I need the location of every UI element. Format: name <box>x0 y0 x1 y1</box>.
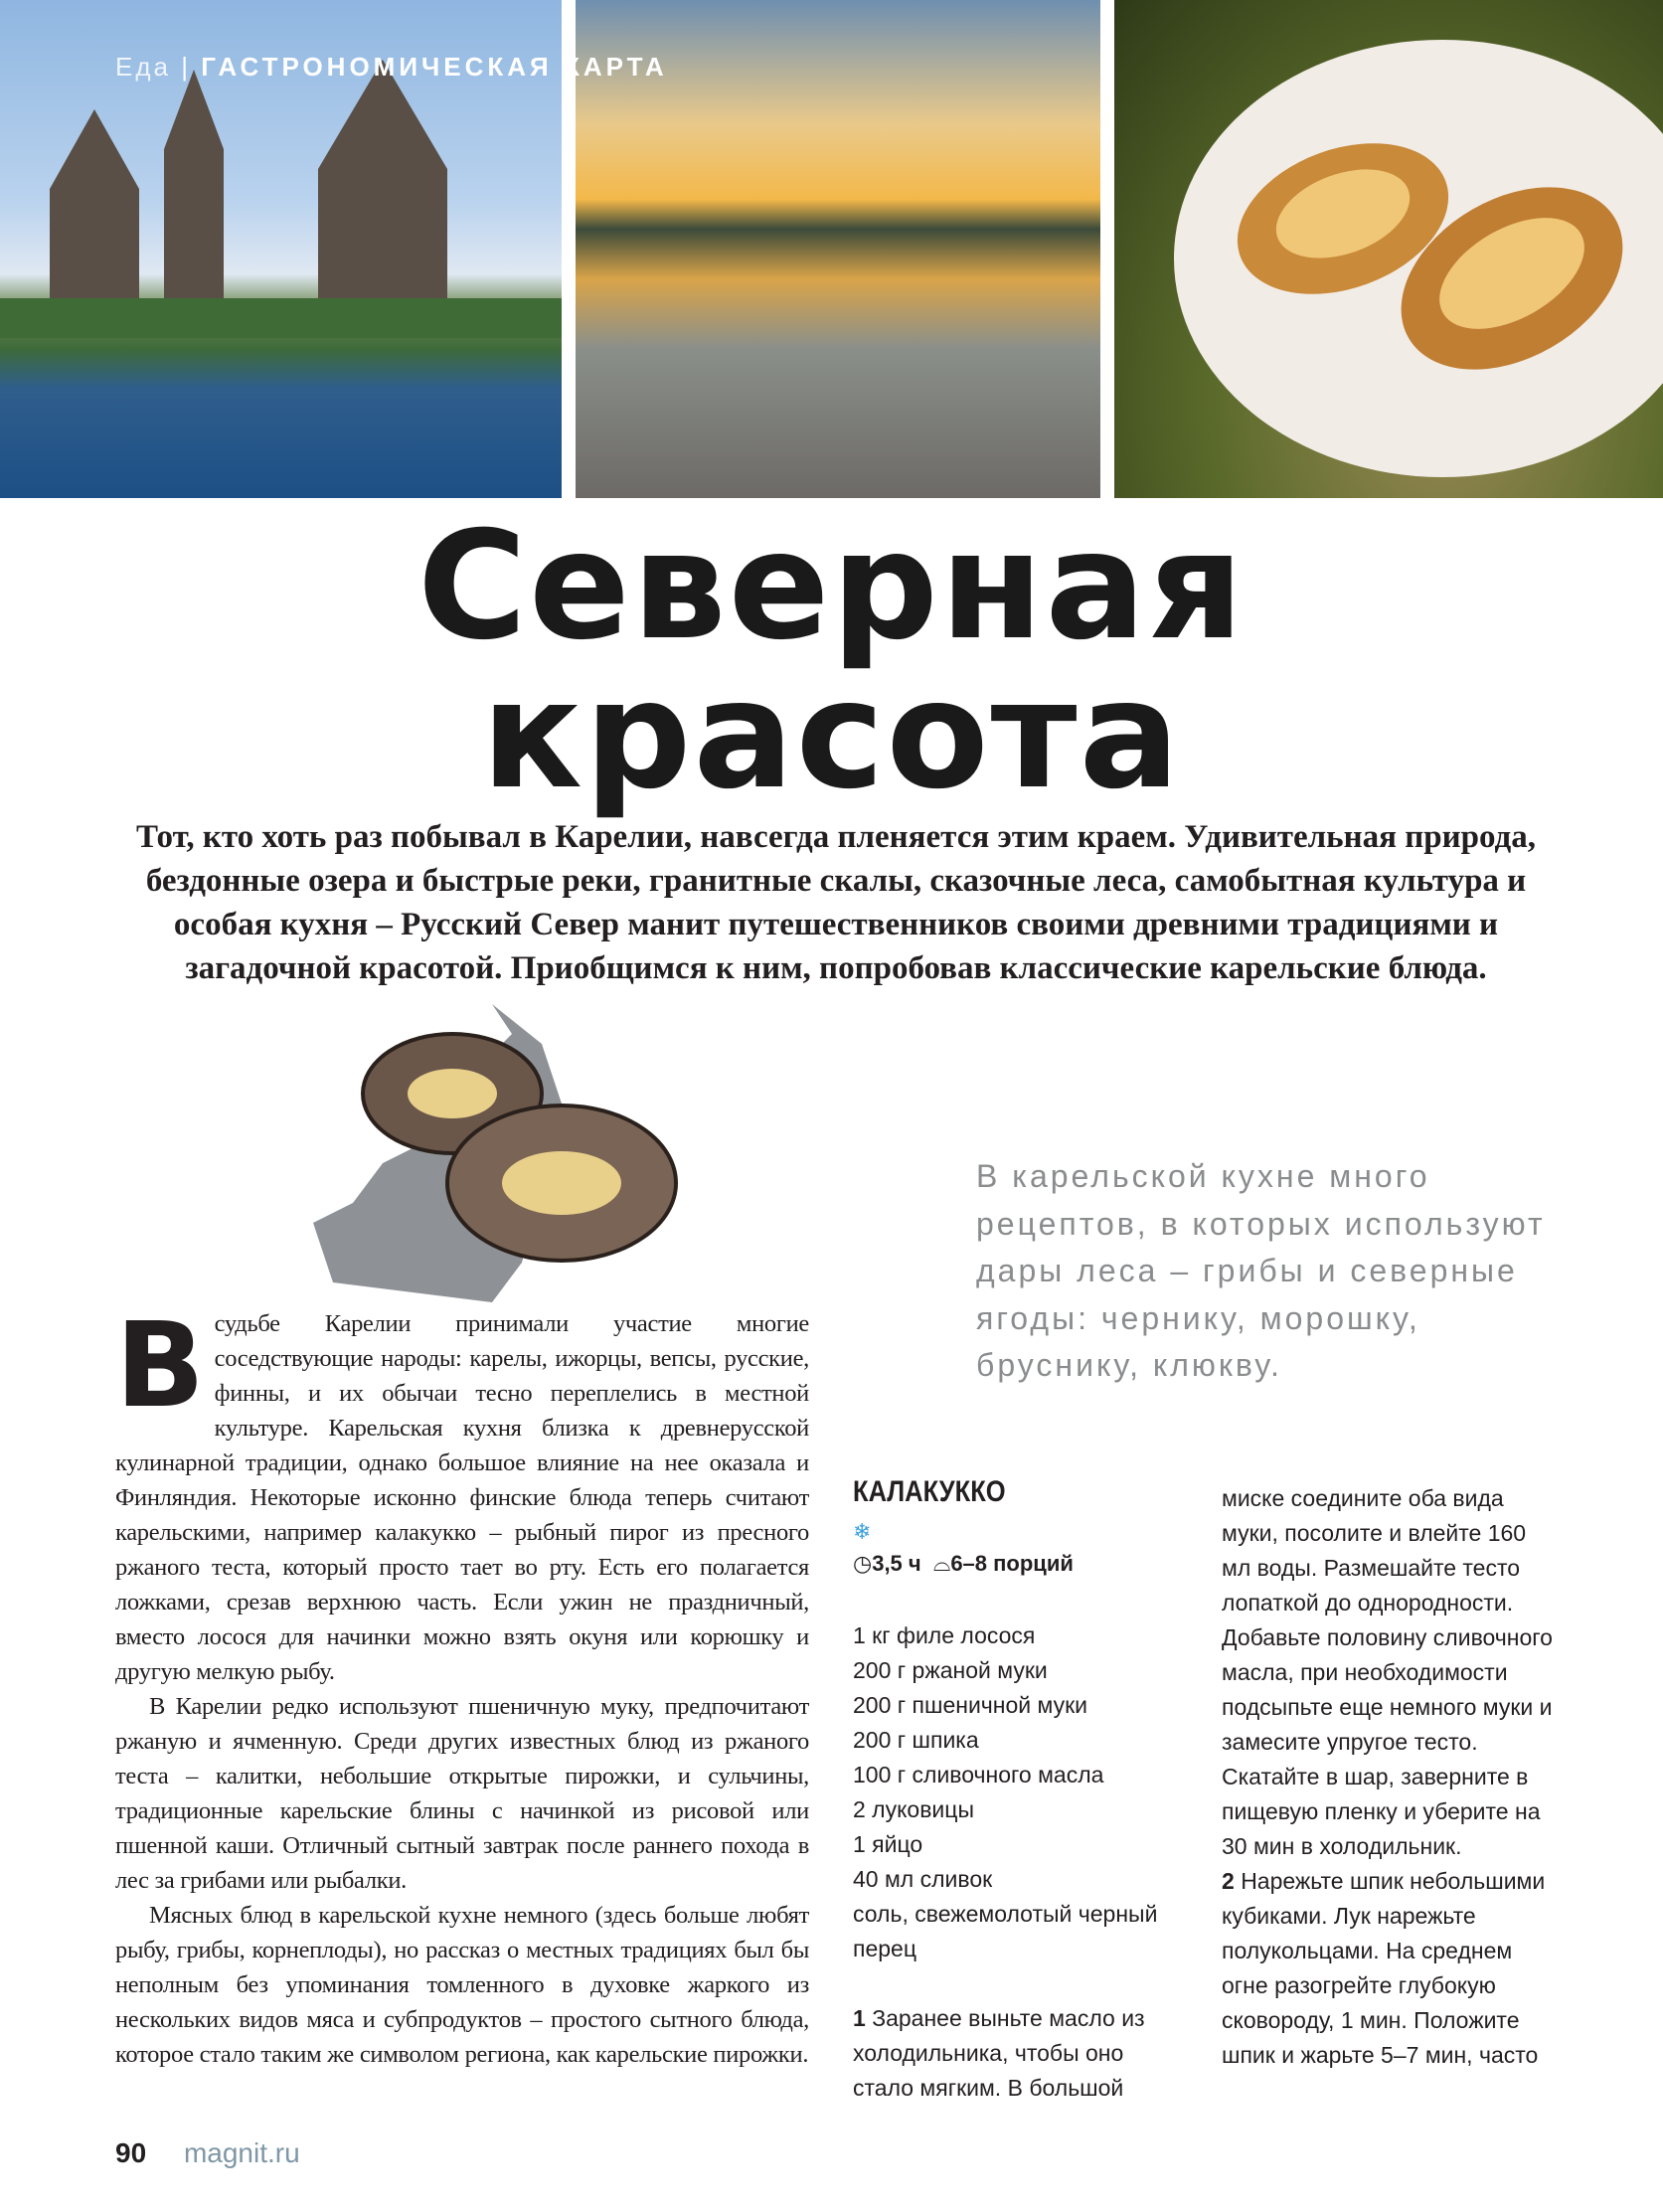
drop-cap: В <box>115 1296 205 1434</box>
ingredient-item: 2 луковицы <box>853 1796 974 1822</box>
clock-icon: ◷ <box>853 1551 873 1576</box>
page-number: 90 <box>115 2137 147 2168</box>
recipe-step-1 <box>853 2001 1181 2106</box>
step-text-continued: миске соедините оба вида муки, посолите и влейте 160 мл воды. Размешайте тесто лопаткой до однородности. Добавьте половину сливочного масла, при необходимости подсыпьте еще немного муки и замесите упругое тесто. Скатайте в шар, заверните в пищевую пленку и уберите на 30 мин в холодильник. <box>1222 1485 1553 1859</box>
body-paragraph: Мясных блюд в карельской кухне немного (здесь больше любят рыбу, грибы, корнеплоды), но рассказ о местных традициях был бы неполным без упоминания томленного в духовке жаркого из нескольких видов мяса и субпродуктов – простого сытного блюда, которое стало таким же символом региона, как карельские пирожки. <box>115 1902 809 2068</box>
ingredient-item: соль, свежемолотый черный перец <box>853 1901 1158 1961</box>
karelia-map-pies-illustration <box>313 1004 760 1302</box>
site-link[interactable]: magnit.ru <box>183 2137 300 2168</box>
page-title-line2: красота <box>481 649 1182 822</box>
recipe-title: КАЛАКУККО <box>853 1475 1006 1508</box>
body-paragraph-text: судьбе Карелии принимали участие многие соседствующие народы: карелы, ижорцы, вепсы, русские, финны, и их обычаи тесно переплелись в местной культуре. Карельская кухня близка к древнерусской кулинарной традиции, однако большое влияние на нее оказала и Финляндия. Некоторые исконно финские блюда теперь считают карельскими, например калакукко – рыбный пирог из пресного ржаного теста, который просто тает во рту. Есть его полагается ложками, срезав верхнюю часть. Если ужин не праздничный, вместо лосося для начинки можно взять окуня или корюшку и другую мелкую рыбу. <box>115 1310 809 1685</box>
header-category: Еда <box>115 52 171 82</box>
header-section: ГАСТРОНОМИЧЕСКАЯ КАРТА <box>201 52 668 82</box>
ingredient-item: 200 г ржаной муки <box>853 1657 1048 1683</box>
page-title-line1: Северная <box>416 500 1247 673</box>
karelian-pies-plate-photo <box>1114 0 1663 498</box>
recipe-step-2 <box>1222 1864 1560 2073</box>
recipe-servings: 6–8 порций <box>950 1551 1074 1576</box>
lead-paragraph: Тот, кто хоть раз побывал в Карелии, навсегда пленяется этим краем. Удивительная природа, бездонные озера и быстрые реки, гранитные скалы, сказочные леса, самобытная культура и особая кухня – Русский Север манит путешественников своими древними традициями и загадочной красотой. Приобщимся к ним, попробовав классические карельские блюда. <box>136 819 1536 986</box>
ingredient-item: 200 г пшеничной муки <box>853 1692 1087 1718</box>
header-separator: | <box>181 52 191 82</box>
ingredient-item: 100 г сливочного масла <box>853 1762 1104 1787</box>
section-header <box>115 52 668 83</box>
recipe-steps-column <box>1222 1481 1560 2073</box>
step-text: Нарежьте шпик небольшими кубиками. Лук нарежьте полукольцами. На среднем огне разогрейте глубокую сковороду, 1 мин. Положите шпик и жарьте 5–7 мин, часто <box>1222 1868 1546 2068</box>
recipe-time: 3,5 ч <box>872 1551 921 1576</box>
body-paragraph: В Карелии редко используют пшеничную муку, предпочитают ржаную и ячменную. Среди других известных блюд из ржаного теста – калитки, небольшие открытые пирожки, и сульчины, традиционные карельские блины с начинкой из рисовой или пшенной каши. Отличный сытный завтрак после раннего похода в лес за грибами или рыбалки. <box>115 1693 809 1894</box>
ingredient-item: 1 яйцо <box>853 1831 923 1857</box>
page-footer <box>115 2137 300 2169</box>
ingredients-list <box>853 1618 1181 1966</box>
recipe-meta <box>853 1551 1074 1577</box>
ingredient-item: 40 мл сливок <box>853 1866 993 1892</box>
ingredient-item: 1 кг филе лосося <box>853 1622 1036 1648</box>
body-paragraph <box>115 1296 809 1689</box>
step-number: 1 <box>853 2005 866 2031</box>
step-number: 2 <box>1222 1868 1235 1894</box>
ingredient-item: 200 г шпика <box>853 1727 979 1753</box>
person-icon: ⌓ <box>932 1551 951 1576</box>
pull-quote: В карельской кухне много рецептов, в которых используют дары леса – грибы и северные ягоды: чернику, морошку, бруснику, клюкву. <box>976 1158 1546 1383</box>
article-body <box>115 1296 809 2072</box>
snowflake-icon: ❄ <box>853 1519 872 1544</box>
pies-plate-icon <box>1114 0 1663 498</box>
step-text: Заранее выньте масло из холодильника, чтобы оно стало мягким. В большой <box>853 2005 1145 2101</box>
